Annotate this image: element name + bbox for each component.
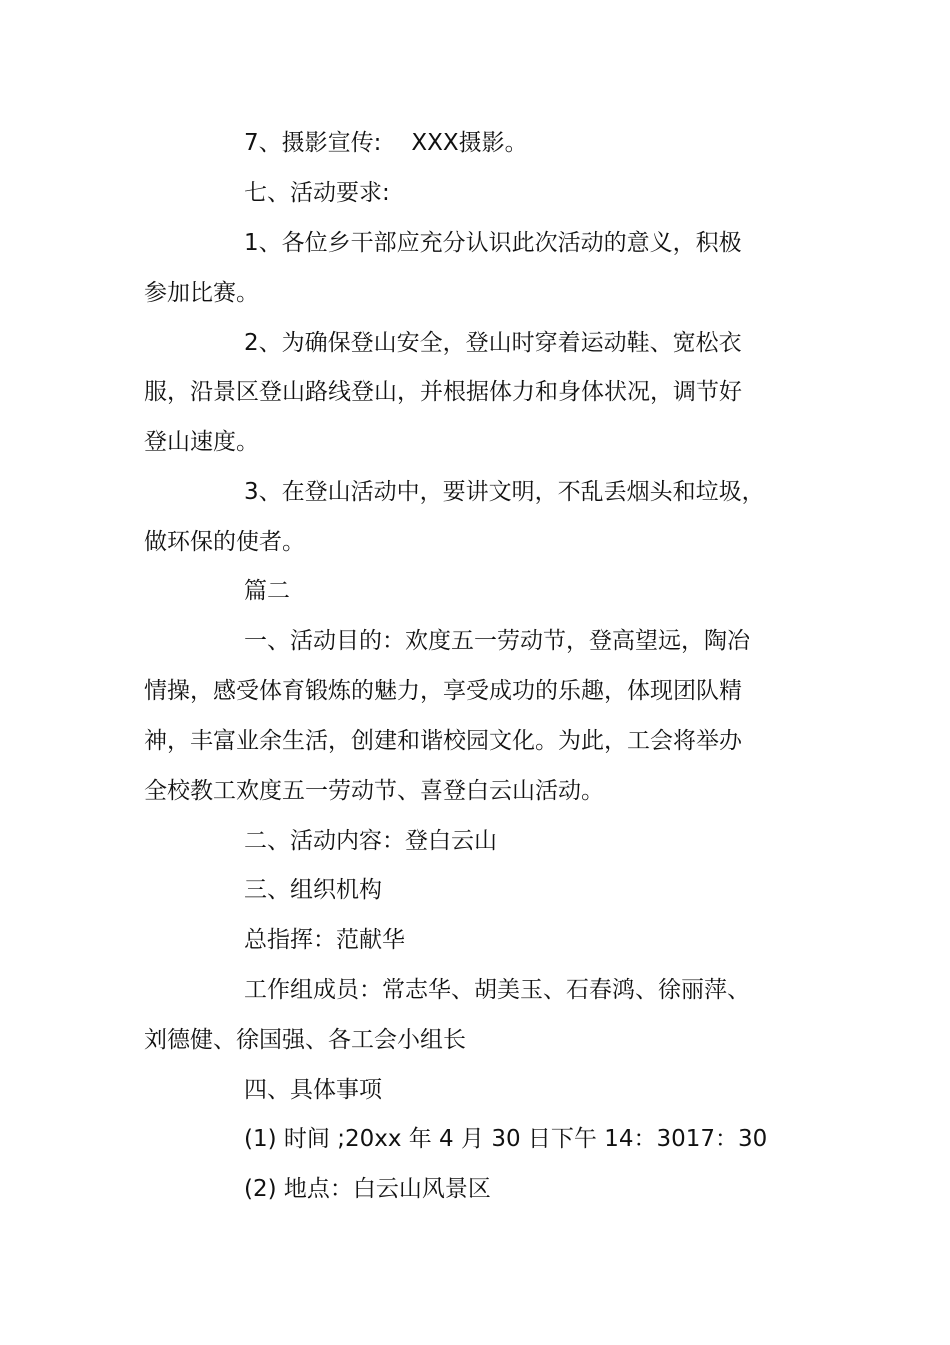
paragraph-line: 登山速度。 bbox=[144, 429, 259, 455]
section-heading-details: 四、具体事项 bbox=[244, 1077, 382, 1103]
item-photography-label: 7、摄影宣传: bbox=[244, 130, 382, 156]
paragraph-line: 1、各位乡干部应充分认识此次活动的意义，积极 bbox=[244, 230, 742, 256]
section-heading-organization: 三、组织机构 bbox=[244, 877, 382, 903]
section-heading-content: 二、活动内容：登白云山 bbox=[244, 828, 497, 854]
commander-line: 总指挥：范献华 bbox=[244, 927, 405, 953]
detail-location: (2) 地点：白云山风景区 bbox=[244, 1176, 491, 1202]
item-photography bbox=[244, 128, 904, 158]
paragraph-line: 做环保的使者。 bbox=[144, 529, 305, 555]
paragraph-line: 一、活动目的：欢度五一劳动节，登高望远，陶冶 bbox=[244, 628, 750, 654]
paragraph-line: 3、在登山活动中，要讲文明，不乱丢烟头和垃圾， bbox=[244, 479, 765, 505]
paragraph-line: 全校教工欢度五一劳动节、喜登白云山活动。 bbox=[144, 778, 604, 804]
item-photography-value: XXX摄影。 bbox=[411, 130, 528, 156]
section-heading-requirements: 七、活动要求: bbox=[244, 180, 390, 206]
paragraph-line: 情操，感受体育锻炼的魅力，享受成功的乐趣，体现团队精 bbox=[144, 678, 742, 704]
paragraph-line: 工作组成员：常志华、胡美玉、石春鸿、徐丽萍、 bbox=[244, 977, 750, 1003]
section-title-part-two: 篇二 bbox=[244, 578, 290, 604]
paragraph-line: 刘德健、徐国强、各工会小组长 bbox=[144, 1027, 466, 1053]
paragraph-line: 神，丰富业余生活，创建和谐校园文化。为此，工会将举办 bbox=[144, 728, 742, 754]
paragraph-line: 2、为确保登山安全，登山时穿着运动鞋、宽松衣 bbox=[244, 330, 742, 356]
paragraph-line: 参加比赛。 bbox=[144, 280, 259, 306]
paragraph-line: 服，沿景区登山路线登山，并根据体力和身体状况，调节好 bbox=[144, 379, 742, 405]
detail-time: (1) 时间 ;20xx 年 4 月 30 日下午 14：3017：30 bbox=[244, 1126, 768, 1152]
